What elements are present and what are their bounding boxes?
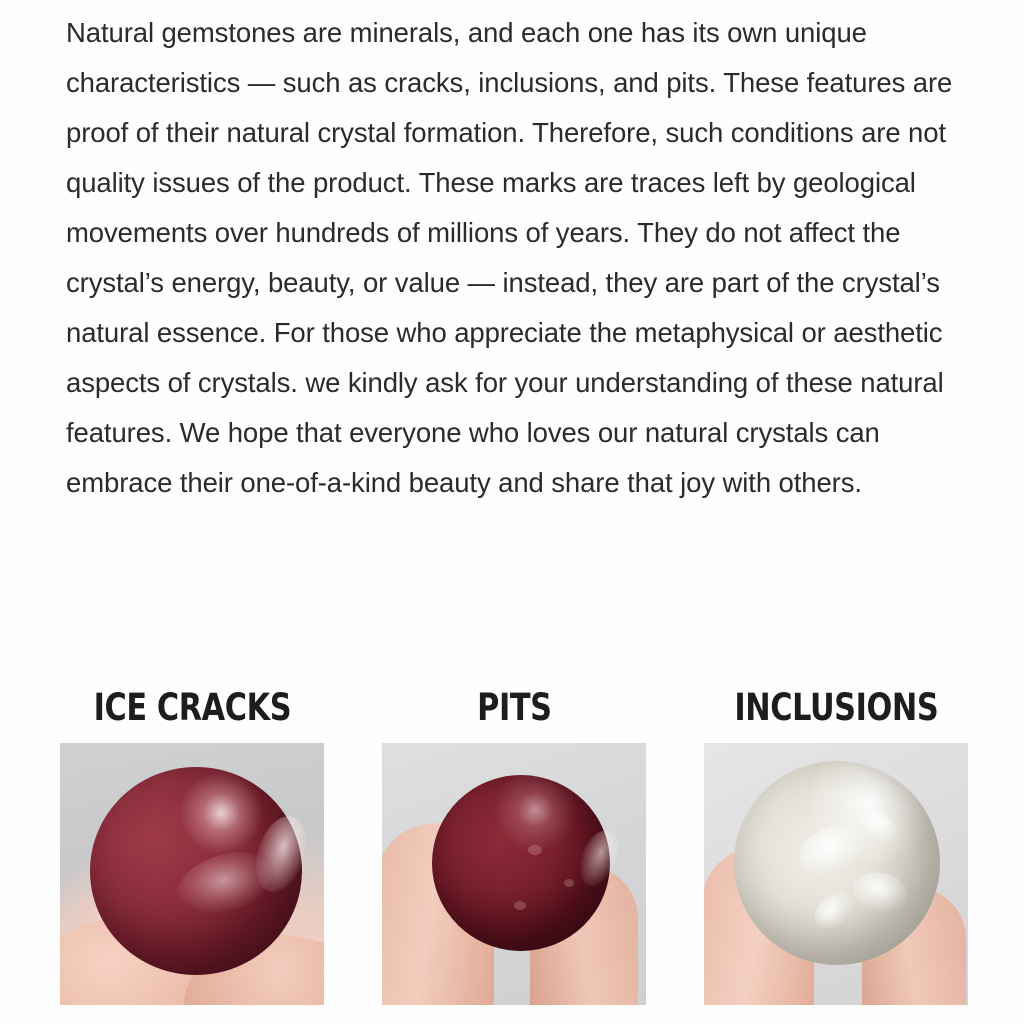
- feature-card-ice-cracks: [60, 686, 324, 1005]
- disclaimer-paragraph: Natural gemstones are minerals, and each one has its own unique characteristics — such as cracks, inclusions, and pits. These features are proof of their natural crystal formation. Therefore, such conditions are not quality issues of the product. These marks are traces left by geological movements over hundreds of millions of years. They do not affect the crystal’s energy, beauty, or value — instead, they are part of the crystal’s natural essence. For those who appreciate the metaphysical or aesthetic aspects of crystals. we kindly ask for your understanding of these natural features. We hope that everyone who loves our natural crystals can embrace their one-of-a-kind beauty and share that joy with others.: [66, 17, 953, 498]
- pit-mark: [528, 845, 542, 855]
- feature-card-inclusions: [704, 686, 968, 1005]
- inclusion-mark: [849, 868, 912, 917]
- photo-red-sphere-pits: [382, 743, 646, 1005]
- inclusion-mark: [793, 816, 874, 881]
- photo-red-sphere-ice-cracks: [60, 743, 324, 1005]
- card-title-inclusions: INCLUSIONS: [734, 686, 938, 729]
- feature-card-pits: [382, 686, 646, 1005]
- feature-card-row: [60, 686, 968, 1005]
- photo-clear-quartz-sphere-inclusions: [704, 743, 968, 1005]
- gemstone-sphere: [734, 761, 940, 965]
- card-title-pits: PITS: [476, 686, 552, 729]
- gemstone-sphere: [90, 767, 302, 975]
- pit-mark: [564, 879, 574, 887]
- card-title-ice-cracks: ICE CRACKS: [93, 686, 291, 729]
- pit-mark: [514, 901, 526, 910]
- gemstone-sphere: [432, 775, 610, 951]
